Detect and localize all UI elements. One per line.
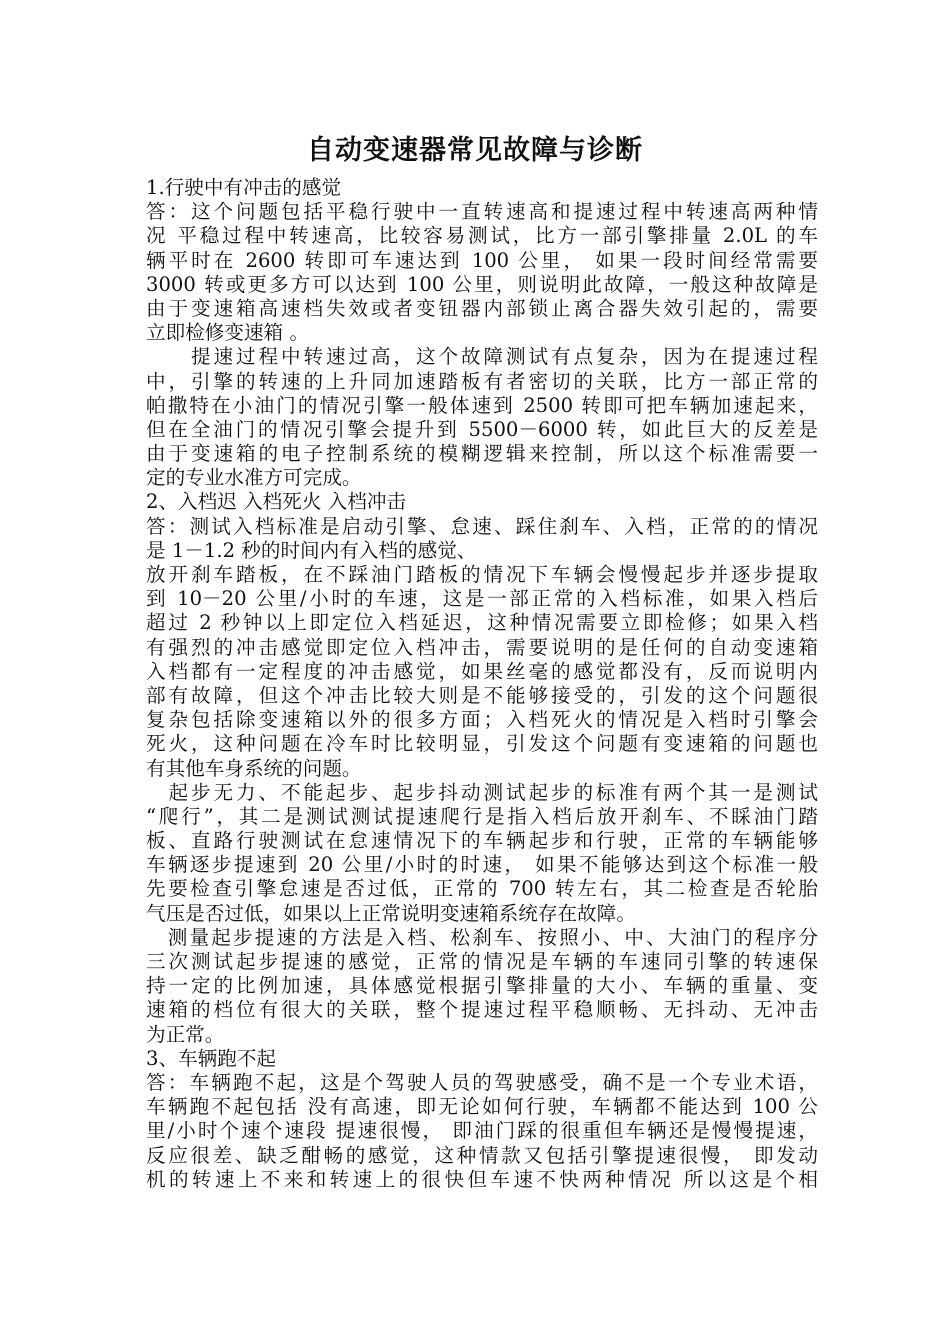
text-line: 由于变速箱的电子控制系统的模糊逻辑来控制，所以这个标准需要一 — [146, 442, 818, 466]
text-line: 车辆逐步提速到 20 公里/小时的时速， 如果不能够达到这个标准一般 — [146, 853, 818, 877]
text-line: 1.行驶中有冲击的感觉 — [146, 176, 342, 199]
text-line: 有强烈的冲击感觉即定位入档冲击，需要说明的是任何的自动变速箱 — [146, 635, 818, 659]
text-line: 起步无力、不能起步、起步抖动测试起步的标准有两个其一是测试 — [146, 780, 818, 804]
text-line: 反应很差、缺乏酣畅的感觉，这种情款又包括引擎提速很慢， 即发动 — [146, 1143, 818, 1167]
text-line: 答：这个问题包括平稳行驶中一直转速高和提速过程中转速高两种情 — [146, 200, 818, 224]
text-line: 板、直路行驶测试在怠速情况下的车辆起步和行驶，正常的车辆能够 — [146, 829, 818, 853]
text-line: 但在全油门的情况引擎会提升到 5500－6000 转，如此巨大的反差是 — [146, 417, 818, 441]
text-line: 立即检修变速箱 。 — [146, 321, 309, 345]
text-line: 入档都有一定程度的冲击感觉，如果丝毫的感觉都没有，反而说明内 — [146, 659, 818, 683]
text-line: 中，引擎的转速的上升同加速踏板有者密切的关联，比方一部正常的 — [146, 369, 818, 393]
text-line: 帕撒特在小油门的情况引擎一般体速到 2500 转即可把车辆加速起来， — [146, 393, 818, 417]
text-line: 3、车辆跑不起 — [146, 1046, 277, 1070]
text-line: 定的专业水准方可完成。 — [146, 466, 362, 490]
text-line: 辆平时在 2600 转即可车速达到 100 公里， 如果一段时间经常需要 — [146, 248, 818, 272]
text-line: 2、入档迟 入档死火 入档冲击 — [146, 490, 407, 514]
text-line: “爬行”，其二是测试测试提速爬行是指入档后放开刹车、不睬油门踏 — [146, 804, 818, 828]
text-line: 复杂包括除变速箱以外的很多方面；入档死火的情况是入档时引擎会 — [146, 708, 818, 732]
text-line: 答：测试入档标准是启动引擎、怠速、踩住刹车、入档，正常的的情况 — [146, 514, 818, 538]
text-line: 为正常。 — [146, 1022, 225, 1046]
text-line: 速箱的档位有很大的关联，整个提速过程平稳顺畅、无抖动、无冲击 — [146, 998, 818, 1022]
text-line: 提速过程中转速过高，这个故障测试有点复杂，因为在提速过程 — [146, 345, 818, 369]
text-line: 先要检查引擎怠速是否过低，正常的 700 转左右，其二检查是否轮胎 — [146, 877, 818, 901]
text-line: 由于变速箱高速档失效或者变钮器内部锁止离合器失效引起的，需要 — [146, 296, 818, 320]
text-line: 气压是否过低，如果以上正常说明变速箱系统存在故障。 — [146, 901, 636, 925]
text-line: 里/小时个速个速段 提速很慢， 即油门踩的很重但车辆还是慢慢提速， — [146, 1119, 818, 1143]
text-line: 测量起步提速的方法是入档、松刹车、按照小、中、大油门的程序分 — [146, 925, 818, 949]
text-line: 放开刹车踏板，在不踩油门踏板的情况下车辆会慢慢起步并逐步提取 — [146, 563, 818, 586]
text-line: 死火，这种问题在冷车时比较明显，引发这个问题有变速箱的问题也 — [146, 732, 818, 756]
text-line: 超过 2 秒钟以上即定位入档延迟，这种情况需要立即检修；如果入档 — [146, 611, 818, 635]
text-line: 况 平稳过程中转速高，比较容易测试，比方一部引擎排量 2.0L 的车 — [146, 224, 818, 248]
text-line: 持一定的比例加速，具体感觉根据引擎排量的大小、车辆的重量、变 — [146, 974, 818, 998]
text-line: 机的转速上不来和转速上的很快但车速不快两种情况 所以这是个相 — [146, 1167, 818, 1191]
document-title: 自动变速器常见故障与诊断 — [307, 135, 643, 166]
text-line: 有其他车身系统的问题。 — [146, 756, 362, 780]
text-line: 车辆跑不起包括 没有高速，即无论如何行驶，车辆都不能达到 100 公 — [146, 1095, 818, 1119]
text-line: 是 1－1.2 秒的时间内有入档的感觉、 — [146, 538, 477, 562]
text-line: 部有故障，但这个冲击比较大则是不能够接受的，引发的这个问题很 — [146, 683, 818, 707]
text-line: 答：车辆跑不起，这是个驾驶人员的驾驶感受，确不是一个专业术语， — [146, 1070, 818, 1094]
text-line: 三次测试起步提速的感觉，正常的情况是车辆的车速同引擎的转速保 — [146, 950, 818, 973]
text-line: 3000 转或更多方可以达到 100 公里，则说明此故障，一般这种故障是 — [146, 272, 818, 296]
document-body — [146, 176, 818, 1192]
text-line: 到 10－20 公里/小时的车速，这是一部正常的入档标准，如果入档后 — [146, 587, 818, 611]
